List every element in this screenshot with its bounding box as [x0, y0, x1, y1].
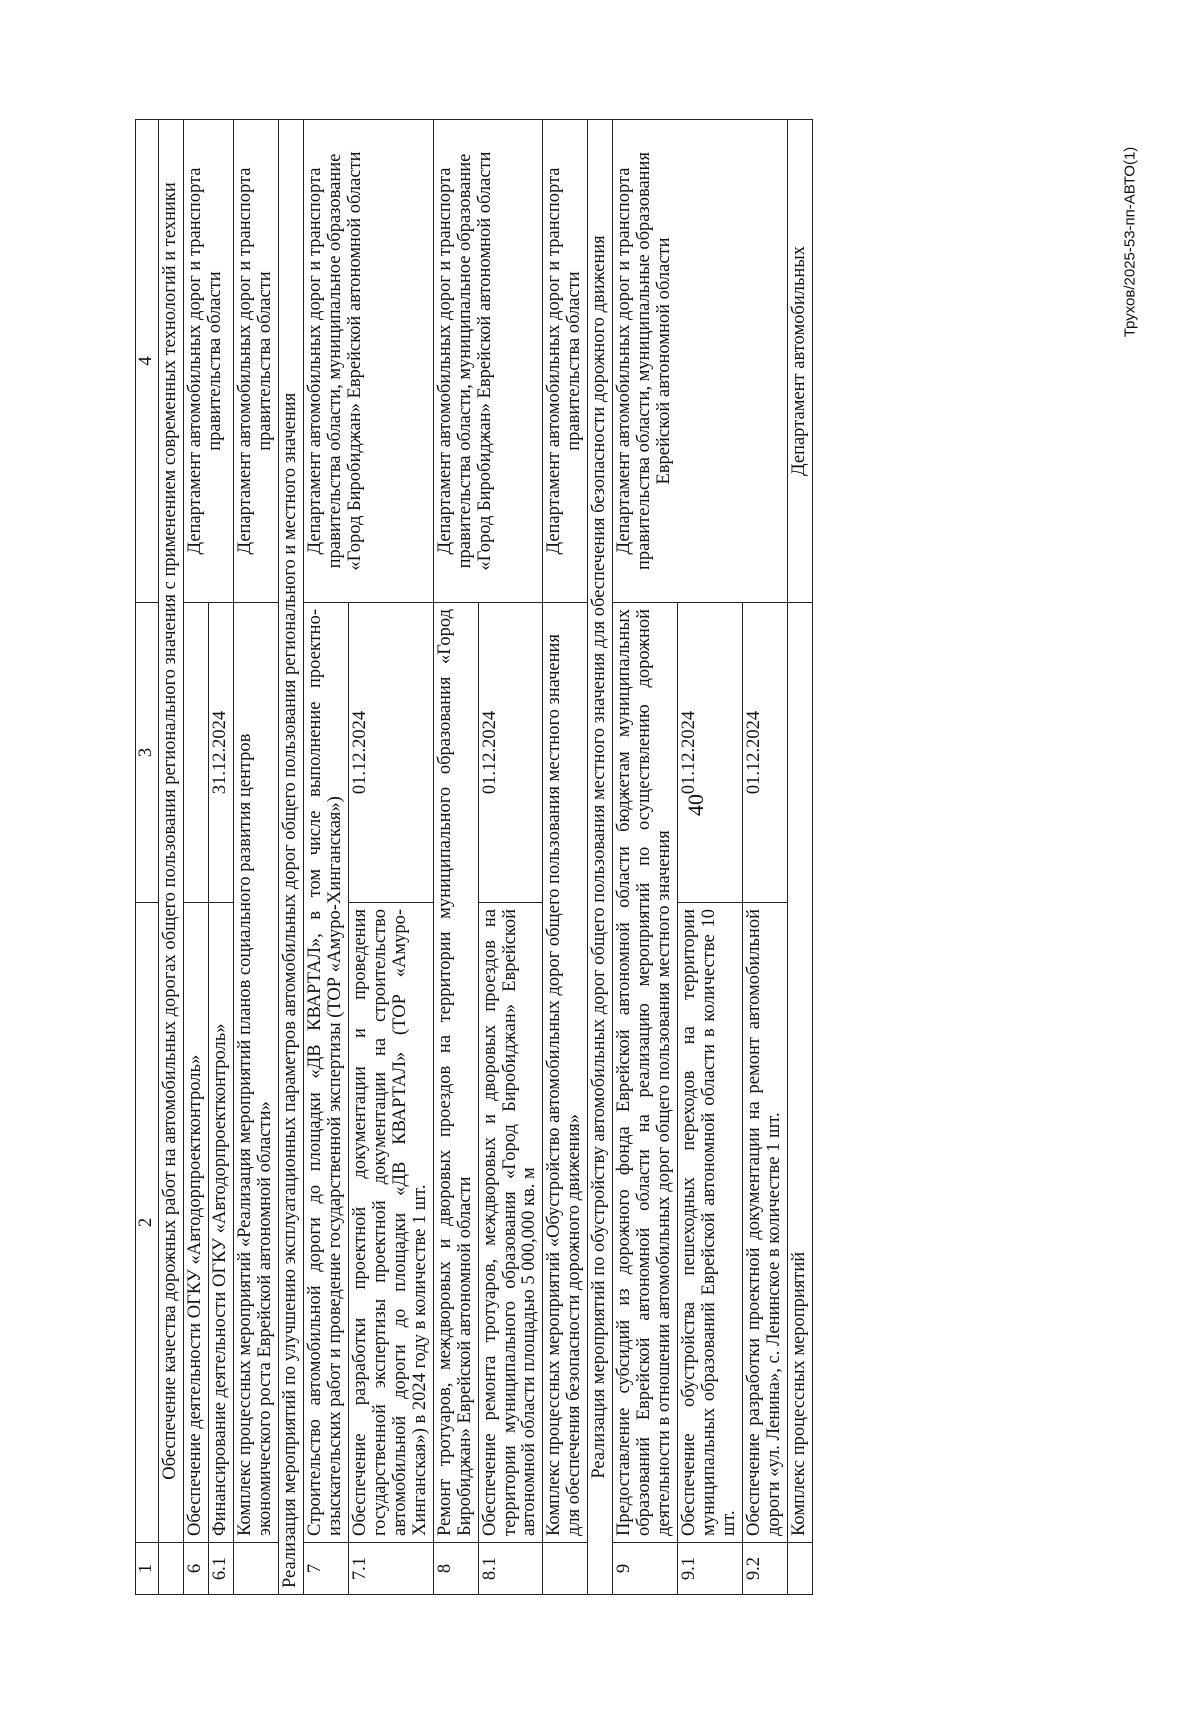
row-date: 01.12.2024: [678, 603, 743, 903]
table-row: [303, 120, 348, 1595]
row-number: 9: [613, 1543, 678, 1595]
table-row: [543, 120, 588, 1595]
row-responsible: Департамент автомобильных дорог и транспорта правительства области, муниципальное образование «Город Биробиджан» Еврейской автономной области: [303, 120, 433, 603]
table-row: [588, 120, 613, 1595]
row-responsible: Департамент автомобильных: [788, 120, 813, 603]
section-title: Реализация мероприятий по улучшению эксплуатационных параметров автомобильных дорог общего пользования регионального и местного значения: [278, 120, 303, 1595]
row-number: 6.1: [208, 1543, 233, 1595]
row-responsible: Департамент автомобильных дорог и транспорта правительства области, муниципальное образование «Город Биробиджан» Еврейской автономной области: [433, 120, 543, 603]
table-row: [183, 120, 208, 1595]
table-row: [788, 120, 813, 1595]
row-date: 01.12.2024: [478, 603, 543, 903]
complex-title: Комплекс процессных мероприятий «Обустройство автомобильных дорог общего пользования местного значения для обеспечения безопасности дорожного движения»: [543, 603, 588, 1543]
row-number: 7.1: [348, 1543, 433, 1595]
header-col-1: 1: [136, 1543, 159, 1595]
row-responsible: Департамент автомобильных дорог и транспорта правительства области: [183, 120, 233, 603]
table-row: [233, 120, 278, 1595]
row-number: 9.1: [678, 1543, 743, 1595]
header-col-3: 3: [136, 603, 159, 903]
row-number: [788, 1543, 813, 1595]
row-number: 9.2: [743, 1543, 788, 1595]
table-header-row: [136, 120, 159, 1595]
row-date: [183, 603, 208, 903]
row-description: Обеспечение разработки проектной документации на ремонт автомобильной дороги «ул. Ленина», с. Ленинское в количестве 1 шт.: [743, 903, 788, 1543]
row-description: Предоставление субсидий из дорожного фонда Еврейской автономной области бюджетам муниципальных образований Еврейской автономной области на реализацию мероприятий по осуществлению дорожной деятельности в отношении автомобильных дорог общего пользования местного значения: [613, 603, 678, 1543]
row-date: 31.12.2024: [208, 603, 233, 903]
header-col-4: 4: [136, 120, 159, 603]
row-description: Обеспечение разработки проектной документации и проведения государственной экспертизы проектной документации на строительство автомобильной дороги до площадки «ДВ КВАРТАЛ» (ТОР «Амуро-Хинганская») в 2024 году в количестве 1 шт.: [348, 903, 433, 1543]
row-description: Строительство автомобильной дороги до площадки «ДВ КВАРТАЛ», в том числе выполнение проектно-изыскательских работ и проведение государственной экспертизы (ТОР «Амуро-Хинганская»): [303, 603, 348, 1543]
table-row: [278, 120, 303, 1595]
row-date: 01.12.2024: [743, 603, 788, 903]
table-row: [433, 120, 478, 1595]
complex-title: Комплекс процессных мероприятий «Реализация мероприятий планов социального развития центров экономического роста Еврейской автономной области»: [233, 603, 278, 1543]
row-description: Обеспечение обустройства пешеходных переходов на территории муниципальных образований Еврейской автономной области в количестве 10 шт.: [678, 903, 743, 1543]
row-number: 8: [433, 1543, 478, 1595]
row-number: 7: [303, 1543, 348, 1595]
section-title: Обеспечение качества дорожных работ на автомобильных дорогах общего пользования регионального значения с применением современных технологий и техники: [158, 120, 183, 1543]
row-number: [233, 1543, 278, 1595]
table-row: [158, 120, 183, 1595]
rotated-table-container: [135, 120, 1065, 1595]
row-description: Ремонт тротуаров, междворовых и дворовых проездов на территории муниципального образования «Город Биробиджан» Еврейской автономной области: [433, 603, 478, 1543]
row-description: Обеспечение деятельности ОГКУ «Автодорпроектконтроль»: [183, 903, 208, 1543]
complex-title: Комплекс процессных мероприятий: [788, 603, 813, 1543]
document-code: Трухов/2025-53-пп-АВТО(1): [1121, 146, 1139, 338]
row-date: 01.12.2024: [348, 603, 433, 903]
section-title: Реализация мероприятий по обустройству автомобильных дорог общего пользования местного значения для обеспечения безопасности дорожного движения: [588, 120, 613, 1595]
measures-table: [135, 119, 813, 1595]
row-description: Обеспечение ремонта тротуаров, междворовых и дворовых проездов на территории муниципального образования «Город Биробиджан» Еврейской автономной области площадью 5 000,000 кв. м: [478, 903, 543, 1543]
header-col-2: 2: [136, 903, 159, 1543]
row-number: 6: [183, 1543, 208, 1595]
row-responsible: Департамент автомобильных дорог и транспорта правительства области, муниципальные образования Еврейской автономной области: [613, 120, 788, 603]
page-number: 40: [683, 794, 708, 816]
row-responsible: Департамент автомобильных дорог и транспорта правительства области: [543, 120, 588, 603]
table-row: [613, 120, 678, 1595]
row-description: Финансирование деятельности ОГКУ «Автодорпроектконтроль»: [208, 903, 233, 1543]
row-number: 8.1: [478, 1543, 543, 1595]
row-responsible: Департамент автомобильных дорог и транспорта правительства области: [233, 120, 278, 603]
row-number: [543, 1543, 588, 1595]
